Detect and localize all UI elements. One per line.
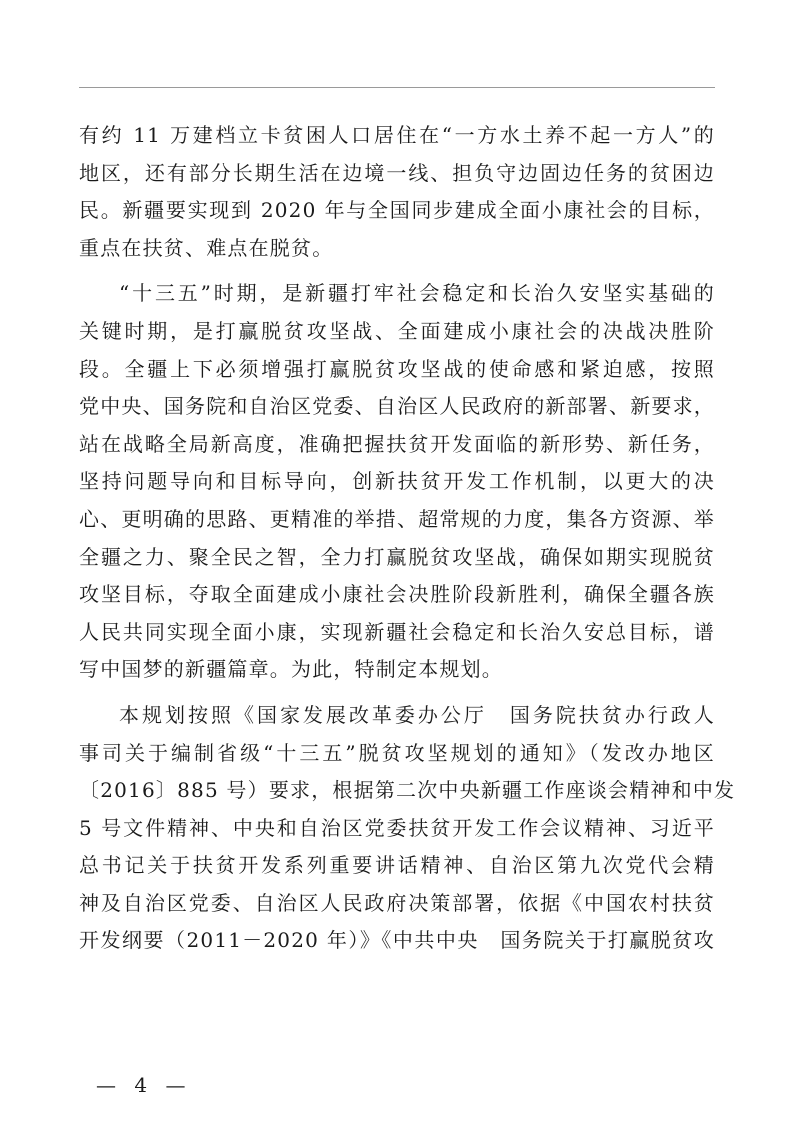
paragraph-3-body bbox=[79, 735, 736, 961]
text-line: 〔2016〕885 号）要求，根据第二次中央新疆工作座谈会精神和中发 bbox=[79, 778, 736, 803]
text-line: 写中国梦的新疆篇章。为此，特制定本规划。 bbox=[79, 657, 503, 682]
body-text bbox=[79, 117, 736, 960]
header-rule bbox=[79, 87, 715, 88]
text-line: 事司关于编制省级“十三五”脱贫攻坚规划的通知》（发改办地区 bbox=[79, 740, 715, 765]
text-line: 有约 11 万建档立卡贫困人口居住在“一方水土养不起一方人”的 bbox=[79, 123, 715, 147]
paragraph-2 bbox=[119, 275, 715, 313]
paragraph-1 bbox=[79, 117, 715, 267]
text-line: 段。全疆上下必须增强打赢脱贫攻坚战的使命感和紧迫感，按照 bbox=[79, 356, 715, 381]
text-line: 总书记关于扶贫开发系列重要讲话精神、自治区第九次党代会精 bbox=[79, 853, 715, 878]
text-line: 本规划按照《国家发展改革委办公厅 国务院扶贫办行政人 bbox=[119, 702, 715, 727]
paragraph-3-first bbox=[119, 697, 715, 735]
text-line: “十三五”时期，是新疆打牢社会稳定和长治久安坚实基础的 bbox=[119, 281, 715, 306]
text-line: 全疆之力、聚全民之智，全力打赢脱贫攻坚战，确保如期实现脱贫 bbox=[79, 544, 715, 569]
text-line: 党中央、国务院和自治区党委、自治区人民政府的新部署、新要求， bbox=[79, 394, 715, 419]
text-line: 站在战略全局新高度，准确把握扶贫开发面临的新形势、新任务， bbox=[79, 431, 715, 456]
text-line: 攻坚目标，夺取全面建成小康社会决胜阶段新胜利，确保全疆各族 bbox=[79, 582, 715, 607]
text-line: 地区，还有部分长期生活在边境一线、担负守边固边任务的贫困边 bbox=[79, 160, 715, 185]
text-line: 神及自治区党委、自治区人民政府决策部署，依据《中国农村扶贫 bbox=[79, 890, 715, 915]
paragraph-2-body bbox=[79, 313, 715, 689]
text-line: 坚持问题导向和目标导向，创新扶贫开发工作机制，以更大的决 bbox=[79, 469, 715, 494]
text-line: 关键时期，是打赢脱贫攻坚战、全面建成小康社会的决战决胜阶 bbox=[79, 318, 715, 343]
text-line: 民。新疆要实现到 2020 年与全国同步建成全面小康社会的目标， bbox=[79, 198, 715, 223]
text-line: 5 号文件精神、中央和自治区党委扶贫开发工作会议精神、习近平 bbox=[79, 815, 715, 840]
text-line: 人民共同实现全面小康，实现新疆社会稳定和长治久安总目标，谱 bbox=[79, 619, 715, 644]
text-line: 开发纲要（2011－2020 年）》《中共中央 国务院关于打赢脱贫攻 bbox=[79, 928, 715, 953]
text-line: 重点在扶贫、难点在脱贫。 bbox=[79, 235, 334, 260]
page-number: — 4 — bbox=[96, 1073, 192, 1097]
text-line: 心、更明确的思路、更精准的举措、超常规的力度，集各方资源、举 bbox=[79, 506, 715, 531]
